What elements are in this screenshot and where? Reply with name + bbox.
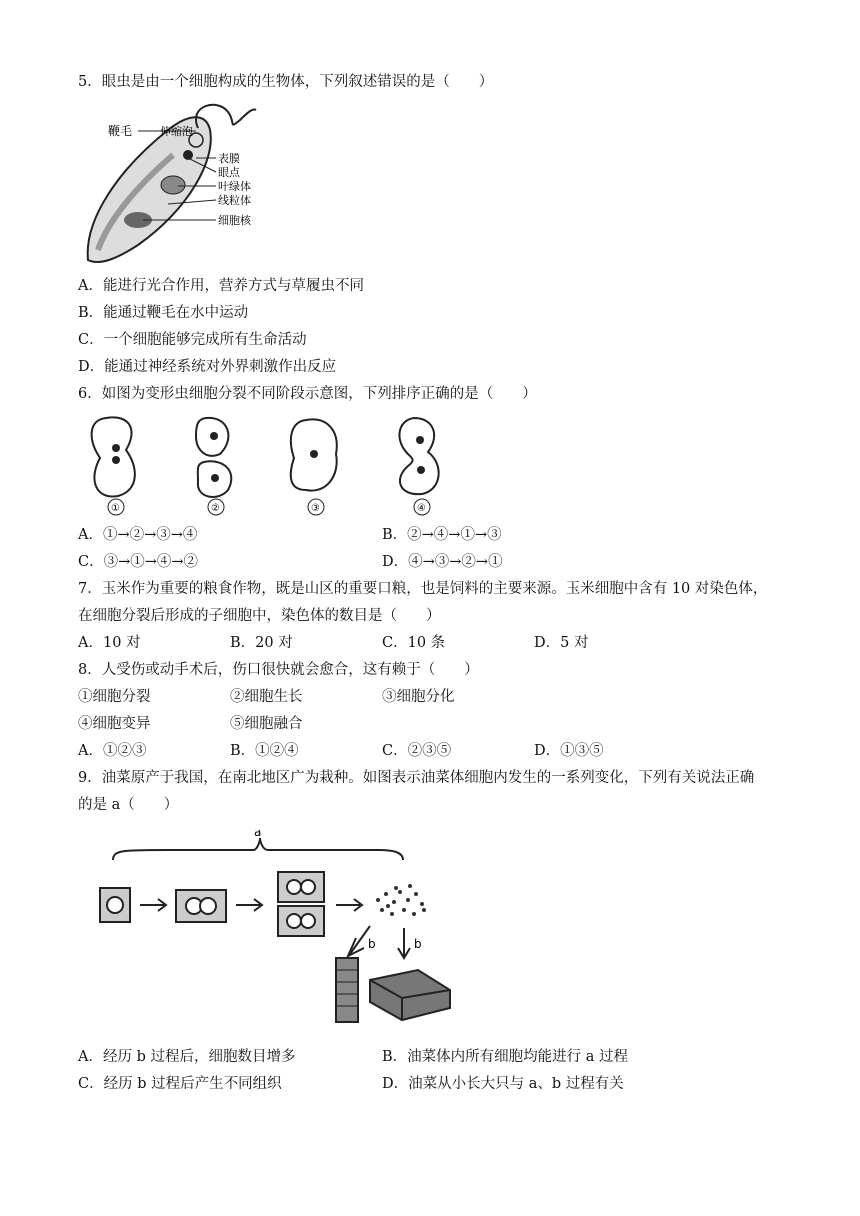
label-2: ② — [211, 503, 220, 514]
q9-option-c: C．经历 b 过程后产生不同组织 — [78, 1076, 282, 1092]
label-chloroplast: 叶绿体 — [218, 180, 251, 193]
q8-item-4: ④细胞变异 — [78, 716, 151, 732]
q6-option-d: D．④→③→②→① — [382, 554, 503, 570]
label-b2: b — [414, 937, 422, 951]
q8-option-c: C．②③⑤ — [382, 743, 452, 759]
q6-option-b: B．②→④→①→③ — [382, 527, 502, 543]
q7-stem-line1: 7．玉米作为重要的粮食作物，既是山区的重要口粮，也是饲料的主要来源。玉米细胞中含有 10 对染色体， — [78, 581, 768, 597]
q5-option-a: A．能进行光合作用，营养方式与草履虫不同 — [78, 278, 364, 294]
label-mitochondria: 线粒体 — [218, 194, 251, 207]
q8-item-1: ①细胞分裂 — [78, 689, 151, 705]
q6-option-a: A．①→②→③→④ — [78, 527, 198, 543]
q7-option-c: C．10 条 — [382, 635, 446, 651]
label-4: ④ — [417, 503, 426, 514]
q8-stem: 8．人受伤或动手术后，伤口很快就会愈合，这有赖于（ ） — [78, 662, 479, 678]
q5-option-c: C．一个细胞能够完成所有生命活动 — [78, 332, 307, 348]
q7-option-b: B．20 对 — [230, 635, 293, 651]
label-pellicle: 表膜 — [218, 152, 240, 165]
q5-option-b: B．能通过鞭毛在水中运动 — [78, 305, 249, 321]
q7-stem-line2: 在细胞分裂后形成的子细胞中，染色体的数目是（ ） — [78, 608, 441, 624]
rapeseed-cell-figure — [78, 830, 468, 1030]
q9-stem-line1: 9．油菜原产于我国，在南北地区广为栽种。如图表示油菜体细胞内发生的一系列变化，下列有关说法正确 — [78, 770, 755, 786]
q8-item-5: ⑤细胞融合 — [230, 716, 303, 732]
q5-stem: 5．眼虫是由一个细胞构成的生物体，下列叙述错误的是（ ） — [78, 74, 494, 90]
label-3: ③ — [311, 503, 320, 514]
q8-item-2: ②细胞生长 — [230, 689, 303, 705]
label-a: a — [254, 830, 262, 839]
label-eyespot: 眼点 — [218, 166, 240, 179]
amoeba-division-figure — [78, 410, 478, 518]
q8-option-d: D．①③⑤ — [534, 743, 604, 759]
label-vacuole: 伸缩泡 — [160, 125, 193, 138]
q9-option-b: B．油菜体内所有细胞均能进行 a 过程 — [382, 1049, 629, 1065]
q7-option-d: D．5 对 — [534, 635, 589, 651]
q7-option-a: A．10 对 — [78, 635, 141, 651]
q8-option-a: A．①②③ — [78, 743, 147, 759]
label-flagellum: 鞭毛 — [108, 124, 133, 138]
label-1: ① — [111, 503, 120, 514]
q8-option-b: B．①②④ — [230, 743, 299, 759]
q9-option-d: D．油菜从小长大只与 a、b 过程有关 — [382, 1076, 624, 1092]
q8-item-3: ③细胞分化 — [382, 689, 455, 705]
q9-stem-line2: 的是 a（ ） — [78, 797, 179, 813]
label-b1: b — [368, 937, 376, 951]
q6-option-c: C．③→①→④→② — [78, 554, 199, 570]
q6-stem: 6．如图为变形虫细胞分裂不同阶段示意图，下列排序正确的是（ ） — [78, 386, 537, 402]
euglena-figure — [78, 100, 268, 268]
label-nucleus: 细胞核 — [218, 214, 251, 227]
q9-option-a: A．经历 b 过程后，细胞数目增多 — [78, 1049, 296, 1065]
q5-option-d: D．能通过神经系统对外界刺激作出反应 — [78, 359, 337, 375]
